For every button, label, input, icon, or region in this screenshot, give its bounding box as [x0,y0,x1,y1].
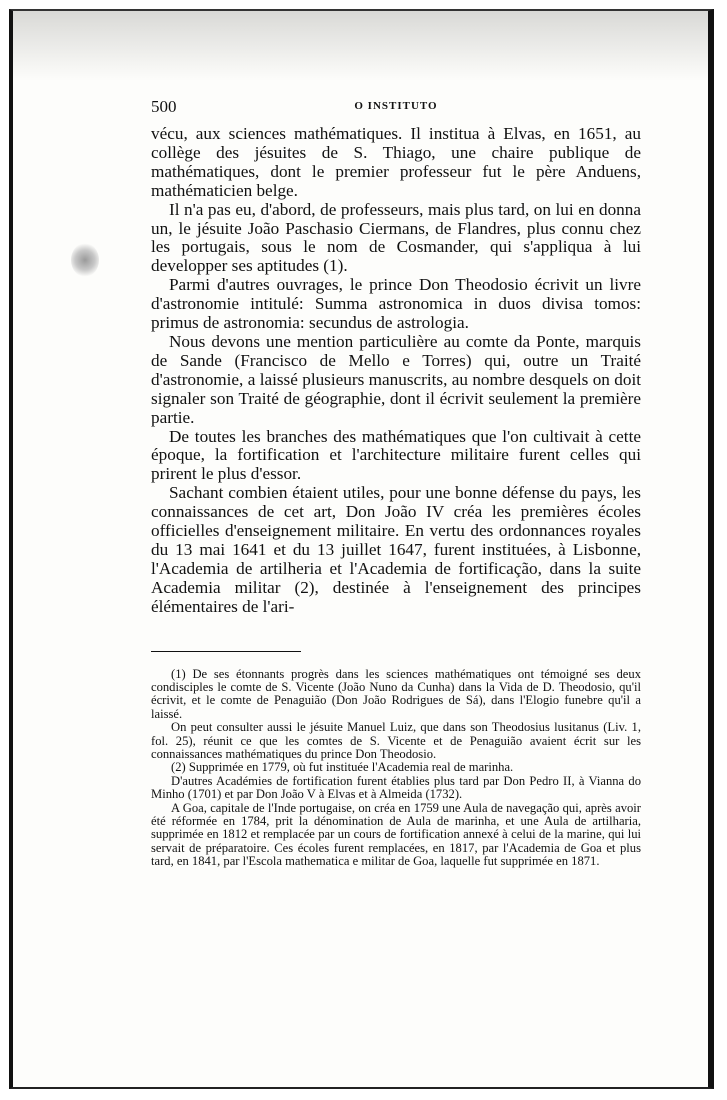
scan-shadow [13,11,708,81]
page-frame [9,9,714,1089]
running-title: O INSTITUTO [354,100,438,112]
paragraph: De toutes les branches des mathématiques que l'on cultivait à cette époque, la fortification et l'architecture militaire furent celles qui prirent le plus d'essor. [151,426,641,484]
footnote: (1) De ses étonnants progrès dans les sciences mathématiques ont témoigné ses deux condisciples le comte de S. Vicente (João Nuno da Cunha) dans la Vida de D. Theodosio, qu'il écrivit, et le comte de Penaguião (Don João Rodrigues de Sá), dans l'Elogio funebre qu'il a laissé. [151,666,641,721]
paragraph: Parmi d'autres ouvrages, le prince Don Theodosio écrivit un livre d'astronomie intitulé: Summa astronomica in duos divisa tomos: primus de astronomia: secundus de astrologia. [151,275,641,333]
footnote: D'autres Académies de fortification furent établies plus tard par Don Pedro II, à Vianna do Minho (1701) et par Don João V à Elvas et à Almeida (1732). [151,773,641,802]
scan-smudge [71,243,99,277]
page-number: 500 [151,97,177,116]
paragraph: Nous devons une mention particulière au comte da Ponte, marquis de Sande (Francisco de Mello e Torres) qui, outre un Traité d'astronomie, a laissé plusieurs manuscrits, au nombre desquels on doit signaler son Traité de géographie, dont il écrivit seulement la première partie. [151,331,641,427]
footnote: On peut consulter aussi le jésuite Manuel Luiz, que dans son Theodosius lusitanus (Liv. 1, fol. 25), réunit ce que les comtes de S. Vicente et de Penaguião avaient écrit sur les connaissances mathématiques du prince Don Theodosio. [151,720,641,761]
paragraph: Sachant combien étaient utiles, pour une bonne défense du pays, les connaissances de cet art, Don João IV créa les premières écoles officielles d'enseignement militaire. En vertu des ordonnances royales du 13 mai 1641 et du 13 juillet 1647, furent instituées, à Lisbonne, l'Academia de artilheria et l'Academia de fortificação, dans la suite Academia militar (2), destinée à l'enseignement des principes élémentaires de l'ari- [151,483,641,616]
footnote-separator [151,651,301,652]
running-header [151,97,641,121]
footnote: A Goa, capitale de l'Inde portugaise, on créa en 1759 une Aula de navegação qui, après avoir été réformée en 1784, prit la dénomination de Aula de marinha, et une Aula de artilharia, supprimée en 1812 et remplacée par un cours de fortification annexé à celui de la marine, qui lui servait de préparatoire. Ces écoles furent remplacées, en 1817, par l'Academia de Goa et plus tard, en 1841, par l'Escola mathematica e militar de Goa, laquelle fut supprimée en 1871. [151,800,641,869]
footnotes [151,668,641,869]
page-content [151,97,641,869]
paragraph: vécu, aux sciences mathématiques. Il institua à Elvas, en 1651, au collège des jésuites de S. Thiago, une chaire publique de mathématiques, dont le premier professeur fut le père Anduens, mathématicien belge. [151,124,641,200]
paragraph: Il n'a pas eu, d'abord, de professeurs, mais plus tard, on lui en donna un, le jésuite João Paschasio Ciermans, de Flandres, plus connu chez les portugais, sous le nom de Cosmander, qui s'appliqua à lui developper ses aptitudes (1). [151,199,641,276]
footnote: (2) Supprimée en 1779, où fut instituée l'Academia real de marinha. [171,760,514,775]
body-text [151,125,641,617]
